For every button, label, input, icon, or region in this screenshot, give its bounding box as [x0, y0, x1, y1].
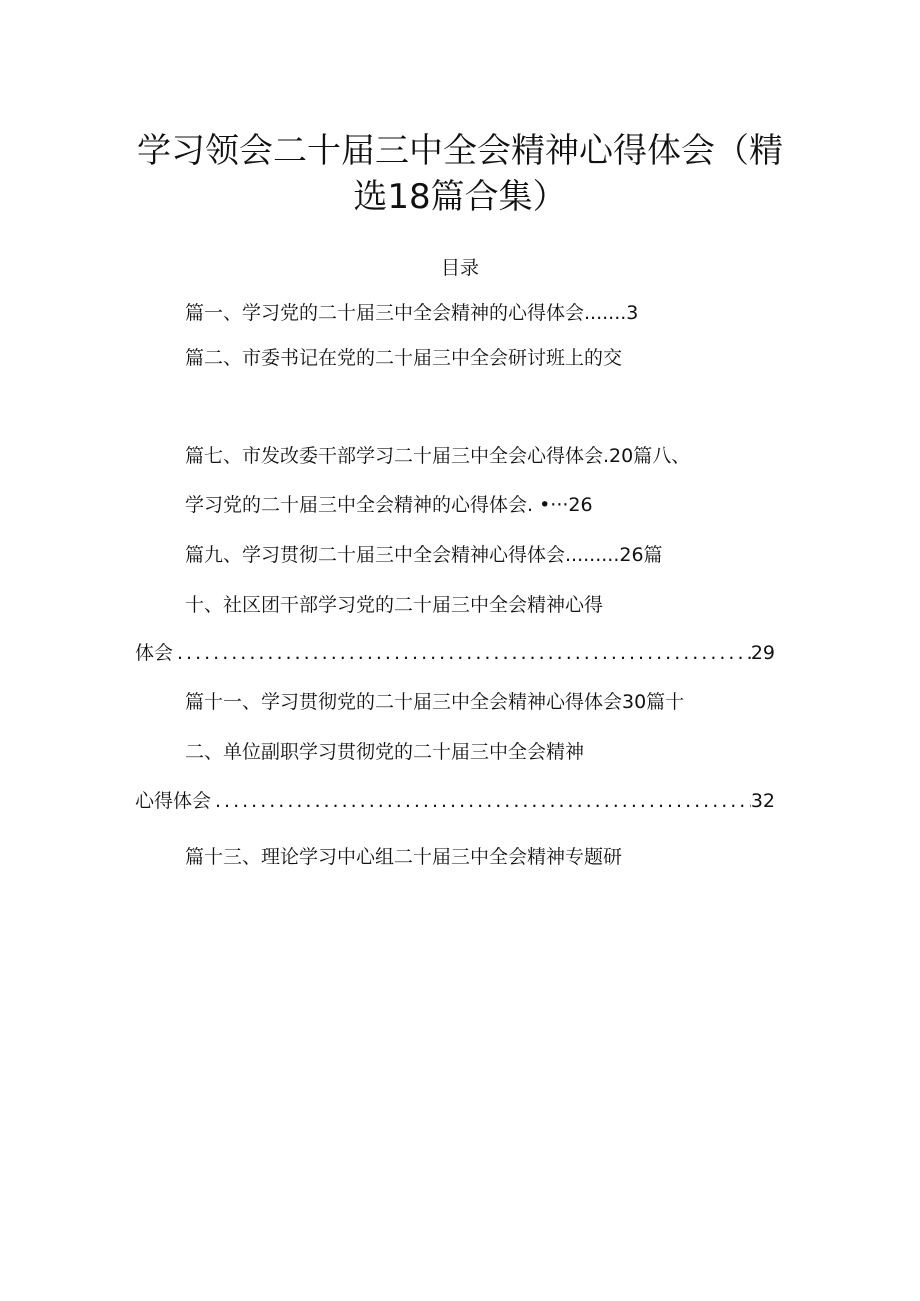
dot-leader — [173, 640, 751, 666]
title-line-1: 学习领会二十届三中全会精神心得体会（精 — [137, 131, 783, 171]
toc-entry-12-label: 心得体会 — [135, 790, 212, 812]
dot-leader — [211, 788, 751, 814]
toc-entry-13[interactable]: 篇十三、理论学习中心组二十届三中全会精神专题研 — [185, 846, 623, 868]
toc-entry-10-line-1[interactable]: 十、社区团干部学习党的二十届三中全会精神心得 — [185, 594, 604, 616]
title-line-2: 选18篇合集） — [353, 177, 567, 217]
toc-entry-12-line-2[interactable] — [135, 788, 775, 814]
toc-entry-9[interactable]: 篇九、学习贯彻二十届三中全会精神心得体会.........26篇 — [185, 544, 663, 566]
toc-entry-11[interactable]: 篇十一、学习贯彻党的二十届三中全会精神心得体会30篇十 — [185, 691, 685, 713]
toc-entry-12-page: 32 — [750, 790, 775, 812]
toc-entry-12-line-1[interactable]: 二、单位副职学习贯彻党的二十届三中全会精神 — [185, 741, 585, 763]
toc-heading: 目录 — [440, 257, 479, 279]
toc-entry-7[interactable]: 篇七、市发改委干部学习二十届三中全会心得体会.20篇八、 — [185, 445, 691, 467]
toc-entry-10-line-2[interactable] — [135, 640, 775, 666]
toc-entry-10-page: 29 — [750, 642, 775, 664]
toc-entry-8[interactable]: 学习党的二十届三中全会精神的心得体会. •···26 — [185, 494, 593, 516]
document-title — [120, 128, 800, 220]
toc-entry-10-label: 体会 — [135, 642, 174, 664]
toc-entry-1[interactable]: 篇一、学习党的二十届三中全会精神的心得体会.......3 — [185, 302, 639, 324]
toc-entry-2[interactable]: 篇二、市委书记在党的二十届三中全会研讨班上的交 — [185, 347, 623, 369]
